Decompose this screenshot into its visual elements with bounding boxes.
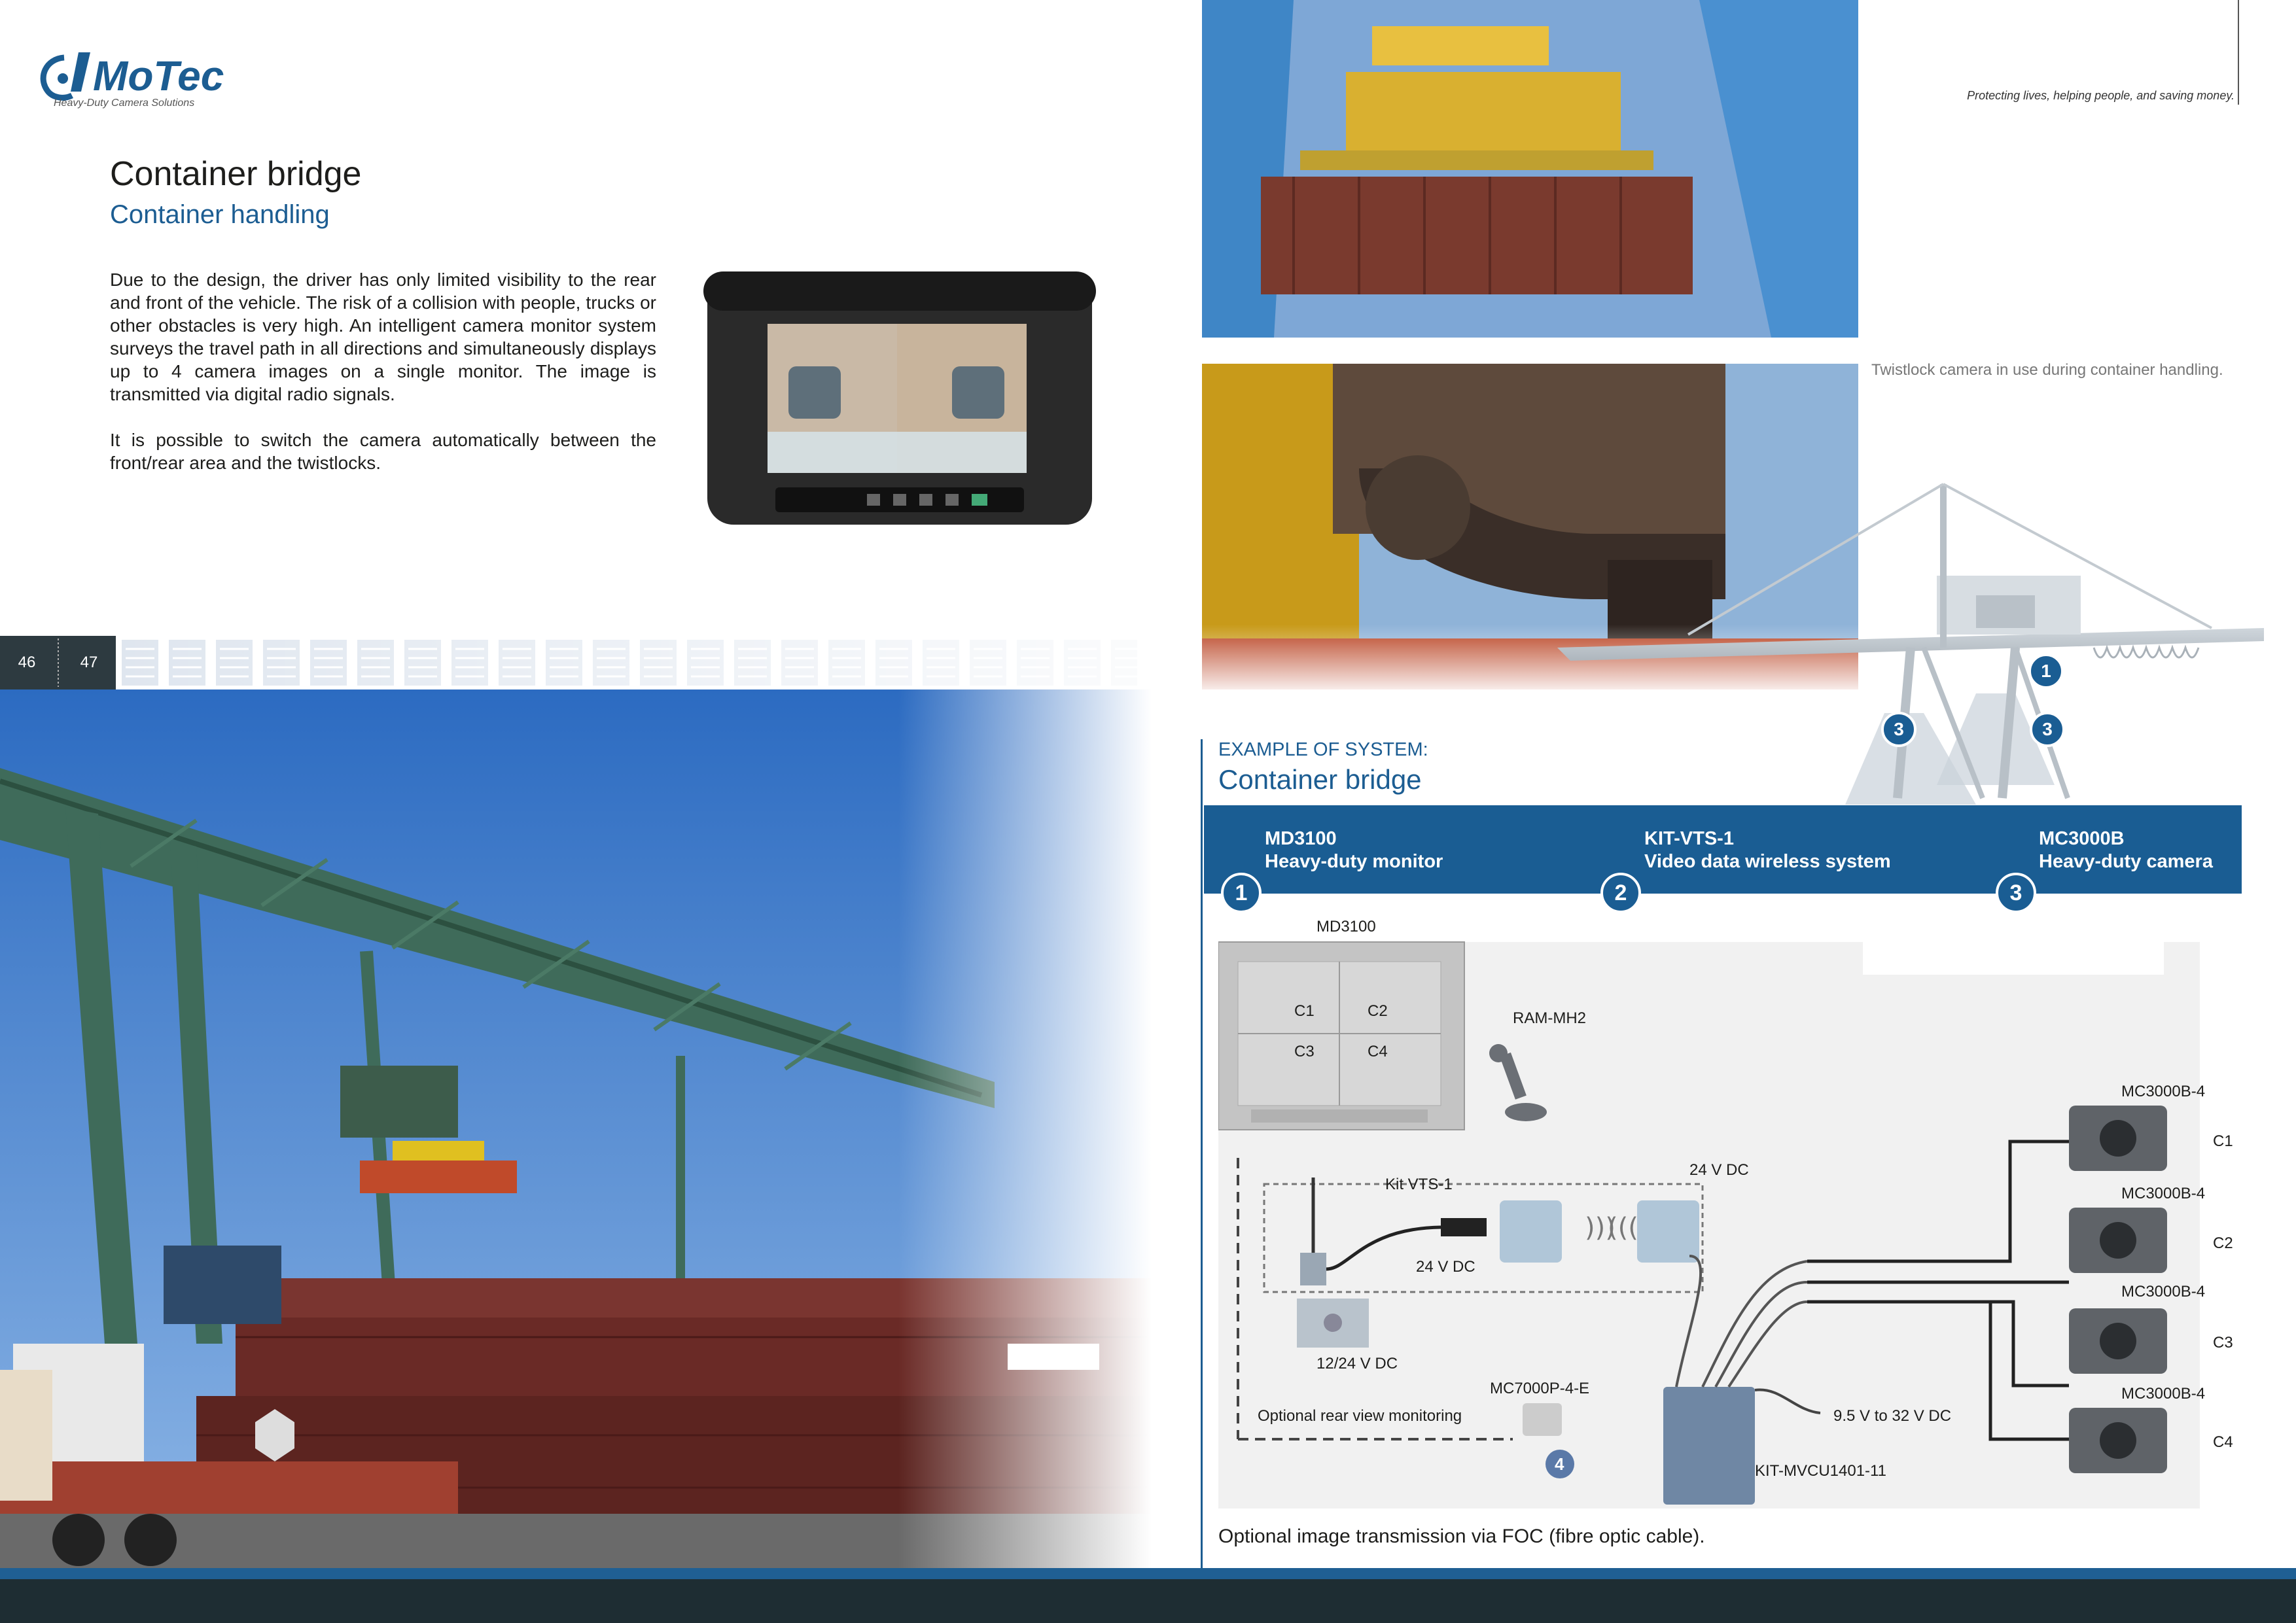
quad-c4: C4 (1368, 1043, 1388, 1060)
component-1-model: MD3100 (1265, 828, 1337, 849)
component-2-desc: Video data wireless system (1644, 851, 1891, 872)
decorative-tab-strip (116, 636, 1137, 689)
footer-bar (0, 1579, 2296, 1623)
container-bridge-photo (0, 689, 1152, 1570)
body-text (110, 268, 656, 497)
page-number-divider (54, 636, 63, 689)
camera-4-model: MC3000B-4 (2121, 1385, 2206, 1403)
system-eyebrow: EXAMPLE OF SYSTEM: (1218, 739, 1428, 760)
logo-wordmark: MoTec (93, 52, 224, 99)
system-diagram (1218, 916, 2239, 1518)
foc-footnote: Optional image transmission via FOC (fibre optic cable). (1218, 1526, 1705, 1547)
component-2-number: 2 (1600, 873, 1641, 913)
paragraph-1: Due to the design, the driver has only limited visibility to the rear and front of the vehicle. The risk of a collision with people, trucks or other obstacles is very high. An intelligent camera monitor system surveys the travel path in all directions and simultaneously displays up to 4 camera images on a single monitor. The image is transmitted via digital radio signals. (110, 270, 656, 404)
camera-4-channel: C4 (2213, 1433, 2233, 1451)
paragraph-2: It is possible to switch the camera automatically between the front/rear area and the twistlocks. (110, 430, 656, 473)
page-number-left: 46 (0, 636, 54, 689)
brand-claim: Protecting lives, helping people, and saving money. (1967, 89, 2234, 102)
system-title: Container bridge (1218, 764, 1422, 795)
footer-accent-bar (0, 1568, 2296, 1579)
diagram-monitor-label: MD3100 (1316, 918, 1376, 935)
diagram-rear-cam-label: MC7000P-4-E (1490, 1380, 1590, 1397)
diagram-power-24-b: 24 V DC (1416, 1258, 1475, 1276)
diagram-control-unit: KIT-MVCU1401-11 (1755, 1462, 1886, 1480)
camera-1-channel: C1 (2213, 1132, 2233, 1150)
svg-text:))): ))) (1585, 1213, 1616, 1243)
quad-c1: C1 (1294, 1002, 1315, 1020)
camera-2-channel: C2 (2213, 1234, 2233, 1252)
crane-marker-camera-left: 3 (1881, 712, 1916, 747)
page-number-right: 47 (62, 636, 116, 689)
crane-marker-monitor: 1 (2028, 654, 2064, 689)
crane-illustration (1557, 458, 2264, 805)
diagram-power-24-a: 24 V DC (1689, 1161, 1749, 1179)
crane-marker-camera-right: 3 (2030, 712, 2065, 747)
camera-3-channel: C3 (2213, 1334, 2233, 1352)
photo-caption: Twistlock camera in use during container handling. (1871, 361, 2223, 379)
quad-c2: C2 (1368, 1002, 1388, 1020)
component-3 (2039, 828, 2213, 873)
component-1-desc: Heavy-duty monitor (1265, 851, 1443, 872)
diagram-kit-label: Kit VTS-1 (1385, 1176, 1453, 1193)
diagram-power-12-24: 12/24 V DC (1316, 1355, 1398, 1372)
component-1-number: 1 (1221, 873, 1262, 913)
page-title: Container bridge (110, 155, 362, 193)
component-3-number: 3 (1996, 873, 2036, 913)
section-rule (1201, 739, 1203, 1570)
logo-tagline: Heavy-Duty Camera Solutions (54, 97, 195, 109)
motec-logo (33, 39, 255, 111)
component-2-model: KIT-VTS-1 (1644, 828, 1734, 849)
rear-cam-number: 4 (1555, 1454, 1564, 1474)
diagram-optional-rear: Optional rear view monitoring (1258, 1407, 1462, 1425)
component-3-model: MC3000B (2039, 828, 2125, 849)
component-3-desc: Heavy-duty camera (2039, 851, 2213, 872)
header-rule (2238, 0, 2239, 105)
component-2 (1644, 828, 1891, 873)
monitor-product-image (703, 268, 1096, 530)
diagram-mount-label: RAM-MH2 (1513, 1009, 1586, 1027)
page-subtitle: Container handling (110, 200, 330, 229)
svg-text:(((: ((( (1608, 1213, 1638, 1243)
diagram-power-range: 9.5 V to 32 V DC (1833, 1407, 1952, 1425)
spreader-container-photo (1202, 0, 1858, 338)
camera-3-model: MC3000B-4 (2121, 1283, 2206, 1300)
quad-c3: C3 (1294, 1043, 1315, 1060)
camera-1-model: MC3000B-4 (2121, 1083, 2206, 1100)
component-1 (1265, 828, 1443, 873)
camera-2-model: MC3000B-4 (2121, 1185, 2206, 1202)
